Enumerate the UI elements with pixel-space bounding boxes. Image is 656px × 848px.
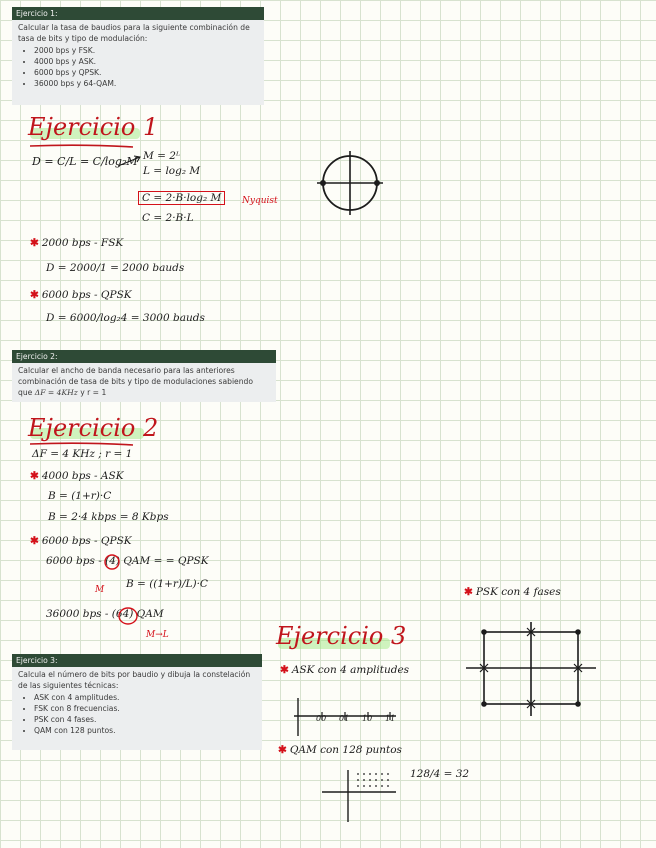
psk-label-text: PSK con 4 fases — [475, 586, 561, 598]
asterisk-icon: ✱ — [464, 586, 473, 598]
exercise-2-prompt-b: combinación de tasa de bits y tipo de modulaciones sabiendo — [18, 377, 254, 386]
list-item: • 2000 bps y FSK. — [34, 45, 259, 56]
case-title: 6000 bps - QPSK — [41, 535, 132, 547]
nyquist-label: Nyquist — [242, 196, 278, 206]
list-item: • 4000 bps y ASK. — [34, 56, 259, 67]
exercise-1-title: Ejercicio 1 — [28, 113, 159, 141]
case-title: 4000 bps - ASK — [41, 470, 124, 482]
case-2000-fsk — [30, 237, 123, 249]
list-item: • 36000 bps y 64-QAM. — [34, 78, 259, 89]
exercise-2-header: Ejercicio 2: — [12, 350, 276, 363]
m-to-l: M→L — [146, 630, 169, 640]
ask-label-text: ASK con 4 amplitudes — [291, 664, 410, 676]
asterisk-icon: ✱ — [30, 237, 39, 249]
qam-calc: 128/4 = 32 — [410, 768, 470, 780]
ask-tick-label: 10 — [362, 714, 373, 723]
case-36000-line: 36000 bps - (64) QAM — [46, 608, 164, 620]
case-4000-calc: B = 2·4 kbps = 8 Kbps — [48, 511, 169, 523]
asterisk-icon: ✱ — [30, 470, 39, 482]
case-6000-calc: D = 6000/log₂4 = 3000 bauds — [46, 312, 205, 324]
exercise-1-list — [18, 45, 259, 89]
c-boxed: C = 2·B·log₂ M — [138, 191, 225, 205]
circle-mark — [117, 606, 139, 626]
asterisk-icon: ✱ — [30, 289, 39, 301]
case-6000-formula: B = ((1+r)/L)·C — [126, 578, 208, 590]
exercise-3-list — [18, 692, 257, 736]
list-item: • PSK con 4 fases. — [34, 714, 257, 725]
asterisk-icon: ✱ — [30, 535, 39, 547]
m-line: M = 2ᴸ — [143, 150, 181, 162]
qam-label-text: QAM con 128 puntos — [289, 744, 402, 756]
title-underline — [28, 441, 138, 447]
case-6000-qam-line: 6000 bps - (4) QAM = = QPSK — [46, 555, 209, 567]
exercise-2-prompt-c — [18, 387, 271, 398]
arrow — [116, 153, 146, 169]
exercise-1-box — [12, 7, 264, 105]
qam-label — [278, 744, 402, 756]
psk-label — [464, 586, 561, 598]
list-item: • FSK con 8 frecuencias. — [34, 703, 257, 714]
exercise-3-prompt: Calcula el número de bits por baudio y dibuja la constelación de las siguientes técnicas: — [18, 670, 251, 690]
exercise-2-prompt-a: Calcular el ancho de banda necesario para las anteriores — [18, 366, 235, 375]
prompt-math: ΔF = 4KHz — [34, 388, 78, 397]
exercise-1-prompt: Calcular la tasa de baudios para la siguiente combinación de tasa de bits y tipo de modulación: — [18, 23, 250, 43]
qam-constellation — [320, 766, 400, 824]
d-formula: D = C/L = C/log₂M — [32, 155, 138, 168]
ask-label — [280, 664, 409, 676]
exercise-3-title: Ejercicio 3 — [276, 622, 407, 650]
c-line: C = 2·B·L — [142, 212, 194, 224]
list-item: • QAM con 128 puntos. — [34, 725, 257, 736]
exercise-2-title: Ejercicio 2 — [28, 414, 159, 442]
circle-mark — [103, 553, 121, 571]
exercise-3-box — [12, 654, 262, 750]
l-line: L = log₂ M — [143, 165, 201, 177]
ask-tick-label: 00 — [316, 714, 327, 723]
case-4000-ask — [30, 470, 124, 482]
m-mark: M — [95, 585, 105, 595]
asterisk-icon: ✱ — [280, 664, 289, 676]
case-title: 6000 bps - QPSK — [41, 289, 132, 301]
case-6000-qpsk-2 — [30, 535, 132, 547]
ask-tick-label: 01 — [339, 714, 350, 723]
exercise-1-header: Ejercicio 1: — [12, 7, 264, 20]
asterisk-icon: ✱ — [278, 744, 287, 756]
prompt-text: y r = 1 — [80, 388, 107, 397]
case-4000-formula: B = (1+r)·C — [48, 490, 112, 502]
case-6000-qpsk — [30, 289, 132, 301]
psk-constellation — [462, 620, 602, 720]
givens: ΔF = 4 KHz ; r = 1 — [32, 448, 133, 460]
title-underline — [28, 143, 138, 149]
case-2000-calc: D = 2000/1 = 2000 bauds — [46, 262, 185, 274]
case-title: 2000 bps - FSK — [41, 237, 124, 249]
exercise-3-header: Ejercicio 3: — [12, 654, 262, 667]
prompt-text: que — [18, 388, 33, 397]
list-item: • ASK con 4 amplitudes. — [34, 692, 257, 703]
ask-tick-label: 11 — [385, 714, 396, 723]
list-item: • 6000 bps y QPSK. — [34, 67, 259, 78]
fsk-circle-diagram — [315, 147, 385, 217]
exercise-2-box — [12, 350, 276, 402]
